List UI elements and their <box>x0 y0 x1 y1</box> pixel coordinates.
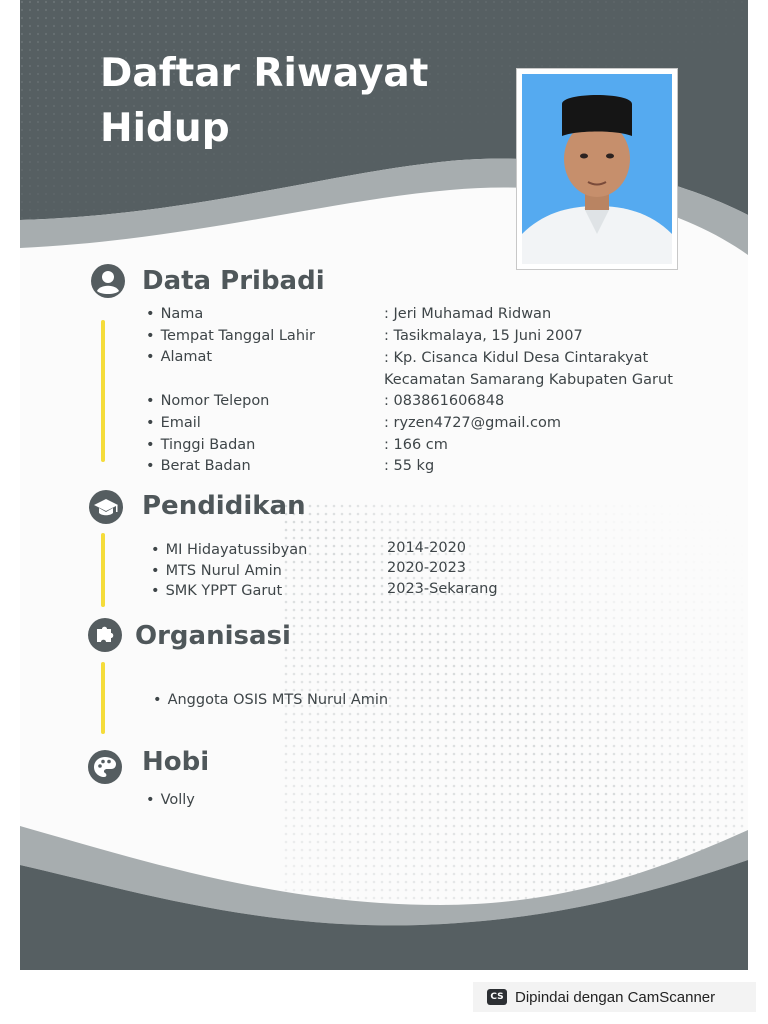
list-item-value: : Kp. Cisanca Kidul Desa Cintarakyat <box>384 350 649 366</box>
puzzle-icon <box>88 618 122 652</box>
list-item-value: : Jeri Muhamad Ridwan <box>384 306 552 322</box>
list-item-value: : Tasikmalaya, 15 Juni 2007 <box>384 328 583 344</box>
list-item: • Tempat Tanggal Lahir <box>146 328 315 344</box>
accent-bar <box>101 662 105 734</box>
profile-photo-frame <box>516 68 678 270</box>
list-item-value: : 083861606848 <box>384 393 505 409</box>
list-item: • Volly <box>146 792 195 808</box>
list-item-value: 2014-2020 <box>387 540 467 556</box>
camscanner-badge <box>473 982 756 1012</box>
profile-photo <box>522 74 672 264</box>
accent-bar <box>101 533 105 607</box>
section-title-data-pribadi: Data Pribadi <box>142 266 325 296</box>
list-item: • MI Hidayatussibyan <box>151 542 308 558</box>
list-item: • Nama <box>146 306 204 322</box>
cv-page <box>20 0 748 970</box>
camscanner-logo-icon: CS <box>487 989 507 1005</box>
section-title-organisasi: Organisasi <box>135 621 291 651</box>
list-item: • Tinggi Badan <box>146 437 256 453</box>
accent-bar <box>101 320 105 462</box>
list-item-value: 2020-2023 <box>387 560 467 576</box>
list-item-value: : ryzen4727@gmail.com <box>384 415 562 431</box>
section-title-pendidikan: Pendidikan <box>142 491 306 521</box>
graduation-cap-icon <box>89 490 123 524</box>
list-item: • Email <box>146 415 201 431</box>
list-item: • Berat Badan <box>146 458 251 474</box>
user-circle-icon <box>91 264 125 298</box>
list-item: • MTS Nurul Amin <box>151 563 282 579</box>
list-item-value: : 166 cm <box>384 437 448 453</box>
list-item-value: : 55 kg <box>384 458 435 474</box>
camscanner-text: Dipindai dengan CamScanner <box>515 988 716 1006</box>
list-item: • Alamat <box>146 349 213 365</box>
list-item-value: 2023-Sekarang <box>387 581 498 597</box>
page-title: Daftar Riwayat Hidup <box>100 51 429 151</box>
list-item-value-continued: Kecamatan Samarang Kabupaten Garut <box>384 372 673 388</box>
palette-icon <box>88 750 122 784</box>
list-item: • Nomor Telepon <box>146 393 270 409</box>
list-item: • SMK YPPT Garut <box>151 583 283 599</box>
section-title-hobi: Hobi <box>142 747 210 777</box>
list-item: • Anggota OSIS MTS Nurul Amin <box>153 692 389 708</box>
